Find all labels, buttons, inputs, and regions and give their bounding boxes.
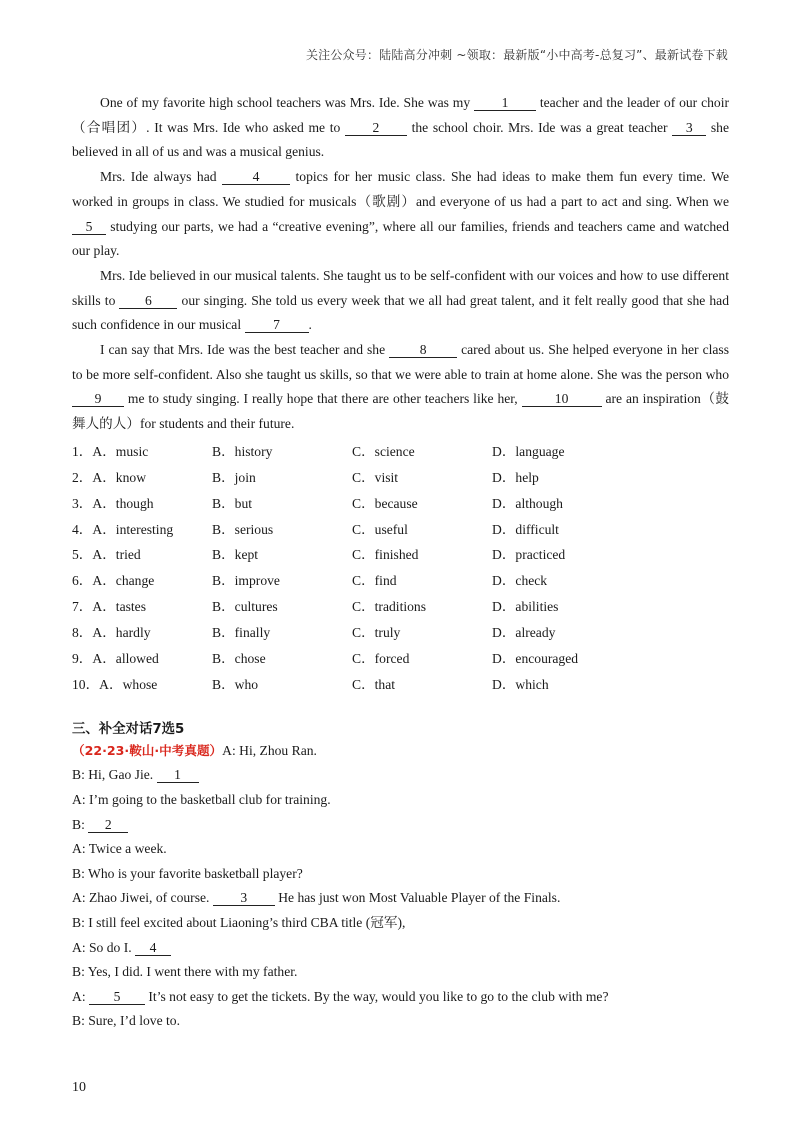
option-a: 5．A．tried [72, 547, 141, 563]
dialogue-line: B: Who is your favorite basketball player? [72, 865, 303, 881]
option-a: 9．A．allowed [72, 650, 159, 666]
passage-paragraph-3 [72, 264, 729, 338]
blank-6: 6 [119, 293, 177, 309]
passage-paragraph-1 [72, 91, 729, 165]
dialogue-line [72, 739, 729, 764]
option-a: 7．A．tastes [72, 599, 147, 615]
text: me to study singing. I really hope that there are other teachers like her, [124, 391, 522, 407]
text: A: So do I. [72, 939, 136, 955]
option-a: 4．A．interesting [72, 521, 174, 537]
text: B: [72, 816, 89, 832]
option-d: D．abilities [492, 599, 559, 615]
dialogue-line [72, 763, 729, 788]
dialogue-line [72, 936, 729, 961]
option-c: C．find [352, 573, 397, 589]
option-d: D．encouraged [492, 650, 579, 666]
option-a: 8．A．hardly [72, 625, 151, 641]
text: studying our parts, we had a “creative evening”, where all our families, friends and teachers came and watched our play. [72, 218, 729, 259]
option-a: 3．A．though [72, 495, 154, 511]
option-b: B．join [212, 469, 256, 485]
option-row-9 [72, 646, 729, 672]
source-tag: （22·23·鞍山·中考真题） [72, 742, 223, 758]
text: A: Zhao Jiwei, of course. [72, 890, 213, 906]
option-row-7 [72, 594, 729, 620]
options-list [72, 439, 729, 698]
option-d: D．language [492, 443, 565, 459]
option-b: B．who [212, 676, 259, 692]
option-row-10 [72, 672, 729, 698]
blank-4: 4 [222, 169, 290, 185]
option-c: C．visit [352, 469, 399, 485]
dialogue-line: B: Yes, I did. I went there with my father. [72, 964, 298, 980]
option-c: C．forced [352, 650, 410, 666]
text: Mrs. Ide believed in our musical talents. She taught us to be self-confident with our voices and how to use different skills to [72, 267, 729, 308]
dialogue-blank-4: 4 [135, 940, 171, 956]
blank-7: 7 [245, 317, 309, 333]
document-body [72, 91, 729, 1034]
dialogue-line: A: I’m going to the basketball club for training. [72, 791, 331, 807]
dialogue-line: B: I still feel excited about Liaoning’s third CBA title (冠军), [72, 914, 406, 930]
text: One of my favorite high school teachers was Mrs. Ide. She was my [100, 95, 474, 110]
option-b: B．but [212, 495, 253, 511]
option-a: 1．A．music [72, 443, 149, 459]
option-b: B．history [212, 443, 273, 459]
section-title: 三、补全对话7选5 [72, 721, 185, 737]
blank-3: 3 [672, 120, 706, 136]
text: B: Hi, Gao Jie. [72, 767, 157, 783]
option-b: B．cultures [212, 599, 278, 615]
option-row-6 [72, 568, 729, 594]
text: A: [72, 988, 89, 1004]
option-b: B．serious [212, 521, 274, 537]
dialogue-blank-5: 5 [89, 989, 145, 1005]
dialogue-line: A: Twice a week. [72, 841, 167, 857]
option-row-5 [72, 542, 729, 568]
page-header: 关注公众号：陆陆高分冲刺 ~领取：最新版“小中高考-总复习”、最新试卷下载 [305, 48, 728, 62]
text: topics for her music class. She had ideas to make them fun every time. We worked in groups in class. We studied for musicals（歌剧）and everyone of us had a part to act and sing. When we [72, 169, 729, 209]
option-row-1 [72, 439, 729, 465]
option-b: B．chose [212, 650, 266, 666]
blank-5: 5 [72, 219, 106, 235]
dialogue-blank-1: 1 [157, 767, 199, 783]
text: are an inspiration（鼓舞人的人）for students and their future. [72, 391, 730, 432]
passage-paragraph-2 [72, 165, 729, 264]
text: A: Hi, Zhou Ran. [222, 742, 317, 758]
text: Mrs. Ide always had [100, 169, 223, 185]
option-a: 2．A．know [72, 469, 147, 485]
text: He has just won Most Valuable Player of the Finals. [274, 890, 561, 906]
option-c: C．that [352, 676, 396, 692]
option-c: C．because [352, 495, 418, 511]
passage-paragraph-4 [72, 338, 729, 437]
text: our singing. She told us every week that we all had great talent, and it felt really good that she had such confidence in our musical [72, 292, 729, 333]
blank-2: 2 [345, 120, 407, 136]
option-row-4 [72, 517, 729, 543]
dialogue-line: B: Sure, I’d love to. [72, 1013, 180, 1029]
option-d: D．check [492, 573, 548, 589]
dialogue-blank-2: 2 [88, 817, 128, 833]
option-a: 10．A．whose [72, 676, 158, 692]
option-c: C．useful [352, 521, 408, 537]
text: cared about us. She helped everyone in her class to be more self-confident. Also she taught us skills, so that we were able to train at home alone. She was the person who [72, 342, 729, 382]
option-c: C．truly [352, 625, 401, 641]
option-row-2 [72, 465, 729, 491]
page-number: 10 [72, 1080, 86, 1095]
option-b: B．kept [212, 547, 259, 563]
blank-9: 9 [72, 391, 124, 407]
option-c: C．science [352, 443, 415, 459]
blank-1: 1 [474, 95, 536, 111]
text: I can say that Mrs. Ide was the best teacher and she [100, 342, 390, 358]
option-c: C．finished [352, 547, 419, 563]
dialogue-blank-3: 3 [213, 890, 275, 906]
blank-10: 10 [522, 391, 602, 407]
option-b: B．improve [212, 573, 280, 589]
dialogue-line [72, 813, 729, 838]
option-d: D．practiced [492, 547, 566, 563]
option-a: 6．A．change [72, 573, 155, 589]
dialogue-line [72, 985, 729, 1010]
text: she believed in all of us and was a musical genius. [72, 119, 729, 160]
option-b: B．finally [212, 625, 271, 641]
option-d: D．already [492, 625, 556, 641]
text: It’s not easy to get the tickets. By the way, would you like to go to the club with me? [145, 988, 609, 1004]
option-d: D．difficult [492, 521, 559, 537]
text: teacher and the leader of our choir（合唱团）. It was Mrs. Ide who asked me to [72, 95, 729, 135]
option-d: D．although [492, 495, 563, 511]
dialogue-line [72, 886, 729, 911]
text: . [308, 317, 312, 333]
option-d: D．help [492, 469, 539, 485]
option-row-3 [72, 491, 729, 517]
blank-8: 8 [389, 342, 457, 358]
option-row-8 [72, 620, 729, 646]
option-c: C．traditions [352, 599, 427, 615]
option-d: D．which [492, 676, 549, 692]
text: the school choir. Mrs. Ide was a great teacher [406, 119, 673, 135]
